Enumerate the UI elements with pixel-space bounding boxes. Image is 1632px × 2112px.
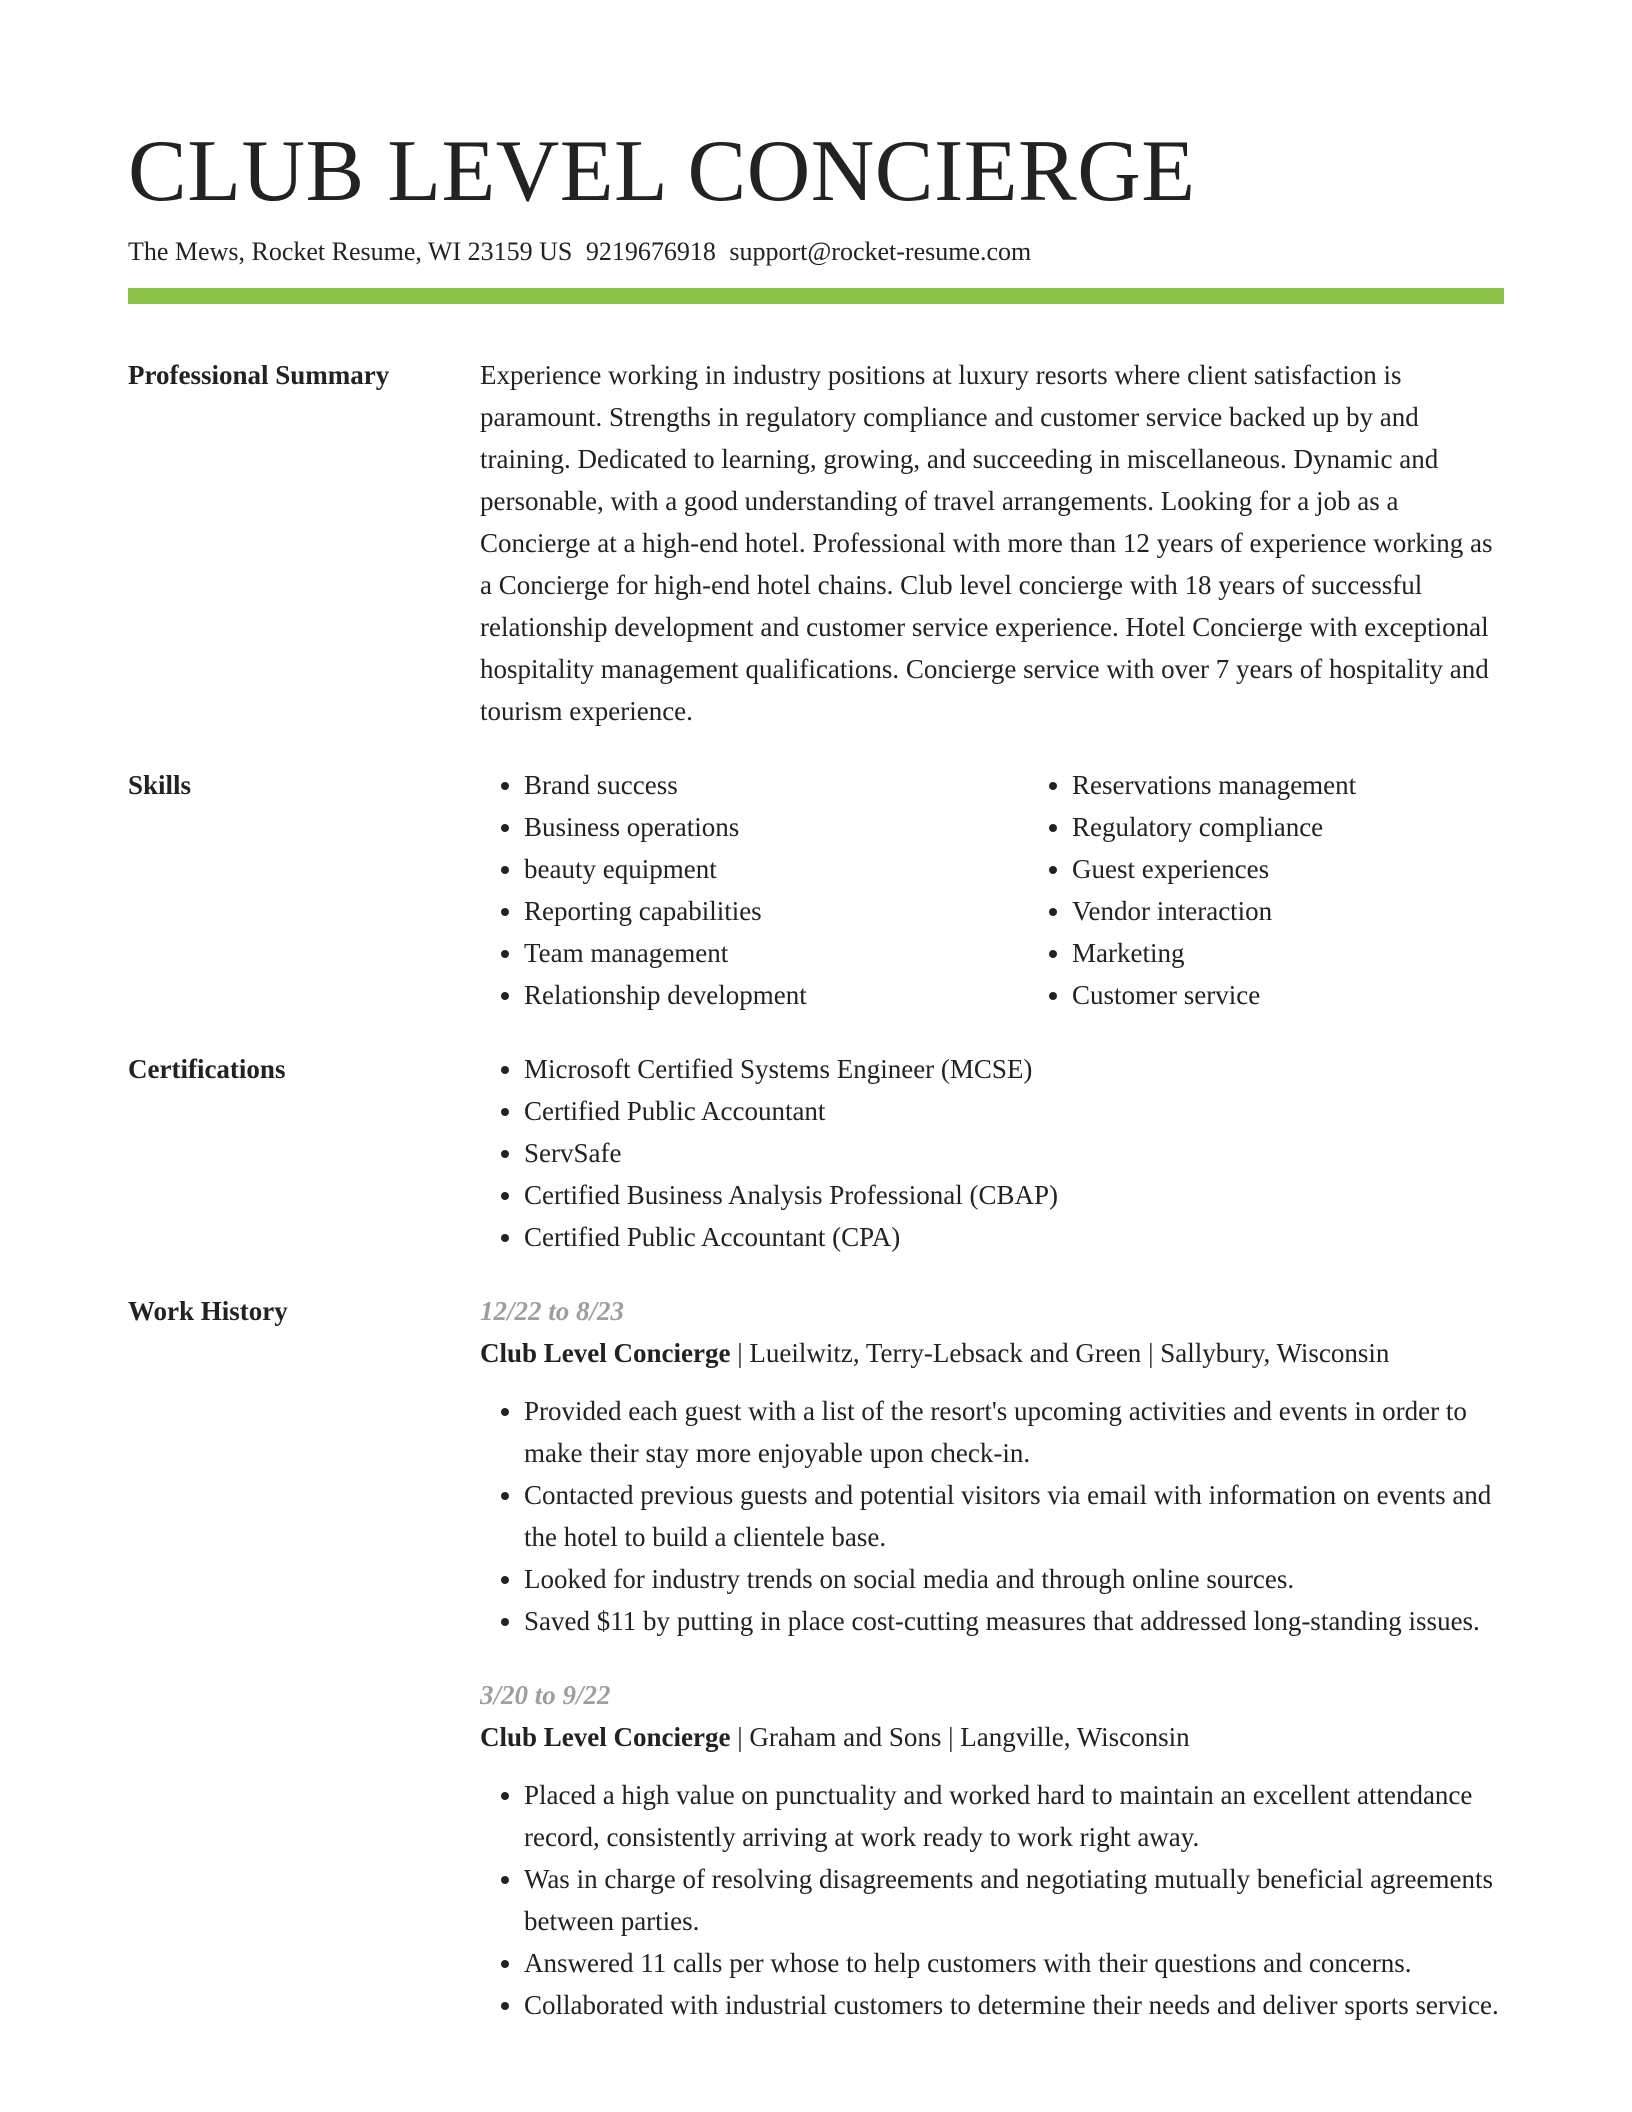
skill-item: • Business operations <box>524 806 1028 848</box>
certification-item: • Certified Public Accountant <box>524 1090 1504 1132</box>
contact-line <box>128 234 1504 270</box>
resume-page <box>128 0 1504 2026</box>
certifications-section <box>128 1048 1504 1258</box>
skill-item: • Relationship development <box>524 974 1028 1016</box>
skill-item: • Reporting capabilities <box>524 890 1028 932</box>
work-history-section <box>128 1290 1504 2026</box>
work-history-body <box>480 1290 1504 2026</box>
job-bullet: • Contacted previous guests and potential visitors via email with information on events and the hotel to build a clientele base. <box>524 1474 1504 1558</box>
certification-item: • Certified Public Accountant (CPA) <box>524 1216 1504 1258</box>
job-bullet: • Saved $11 by putting in place cost-cutting measures that addressed long-standing issues. <box>524 1600 1504 1642</box>
job-bullet: • Was in charge of resolving disagreements and negotiating mutually beneficial agreements between parties. <box>524 1858 1504 1942</box>
skills-list-left <box>480 764 1028 1016</box>
job-entry <box>480 1290 1504 1642</box>
job-dates: 3/20 to 9/22 <box>480 1680 611 1710</box>
certification-item: • Microsoft Certified Systems Engineer (MCSE) <box>524 1048 1504 1090</box>
job-bullet: • Collaborated with industrial customers to determine their needs and deliver sports service. <box>524 1984 1504 2026</box>
skill-item: • Marketing <box>1072 932 1592 974</box>
skills-list-right <box>1028 764 1592 1016</box>
job-bullet: • Answered 11 calls per whose to help customers with their questions and concerns. <box>524 1942 1504 1984</box>
job-company: Graham and Sons <box>749 1722 942 1752</box>
summary-text: Experience working in industry positions at luxury resorts where client satisfaction is paramount. Strengths in regulatory compliance and customer service backed up by and training. Dedicated to learning, growing, and succeeding in miscellaneous. Dynamic and personable, with a good understanding of travel arrangements. Looking for a job as a Concierge at a high-end hotel. Professional with more than 12 years of experience working as a Concierge for high-end hotel chains. Club level concierge with 18 years of successful relationship development and customer service experience. Hotel Concierge with exceptional hospitality management qualifications. Concierge service with over 7 years of hospitality and tourism experience. <box>480 360 1493 726</box>
work-history-heading: Work History <box>128 1296 288 1326</box>
job-dates: 12/22 to 8/23 <box>480 1296 625 1326</box>
job-header: Club Level Concierge | Lueilwitz, Terry-Lebsack and Green | Sallybury, Wisconsin <box>480 1338 1390 1368</box>
contact-phone: 9219676918 <box>585 237 716 266</box>
job-title: Club Level Concierge <box>480 1722 731 1752</box>
certification-item: • Certified Business Analysis Professional (CBAP) <box>524 1174 1504 1216</box>
summary-body <box>480 354 1504 732</box>
certifications-body <box>480 1048 1504 1258</box>
job-bullet-list <box>480 1774 1504 2026</box>
job-location: Langville, Wisconsin <box>960 1722 1190 1752</box>
skill-item: • Team management <box>524 932 1028 974</box>
job-location: Sallybury, Wisconsin <box>1160 1338 1390 1368</box>
job-header: Club Level Concierge | Graham and Sons | Langville, Wisconsin <box>480 1722 1190 1752</box>
job-entry <box>480 1674 1504 2026</box>
job-bullet-list <box>480 1390 1504 1642</box>
job-company: Lueilwitz, Terry-Lebsack and Green <box>749 1338 1142 1368</box>
skill-item: • Customer service <box>1072 974 1592 1016</box>
skill-item: • Regulatory compliance <box>1072 806 1592 848</box>
header-divider <box>128 288 1504 304</box>
summary-heading: Professional Summary <box>128 360 390 390</box>
job-bullet: • Placed a high value on punctuality and worked hard to maintain an excellent attendance record, consistently arriving at work ready to work right away. <box>524 1774 1504 1858</box>
job-bullet: • Provided each guest with a list of the resort's upcoming activities and events in order to make their stay more enjoyable upon check-in. <box>524 1390 1504 1474</box>
contact-email[interactable]: support@rocket-resume.com <box>729 237 1032 266</box>
skill-item: • Reservations management <box>1072 764 1592 806</box>
skills-body <box>480 764 1592 1016</box>
resume-name: CLUB LEVEL CONCIERGE <box>128 123 1196 220</box>
job-bullet: • Looked for industry trends on social media and through online sources. <box>524 1558 1504 1600</box>
skill-item: • Vendor interaction <box>1072 890 1592 932</box>
summary-section <box>128 354 1504 732</box>
certifications-heading: Certifications <box>128 1054 286 1084</box>
skills-section <box>128 764 1504 1016</box>
skill-item: • Guest experiences <box>1072 848 1592 890</box>
certifications-list <box>480 1048 1504 1258</box>
contact-address: The Mews, Rocket Resume, WI 23159 US <box>128 237 573 266</box>
skill-item: • Brand success <box>524 764 1028 806</box>
certification-item: • ServSafe <box>524 1132 1504 1174</box>
skills-heading: Skills <box>128 770 192 800</box>
skill-item: • beauty equipment <box>524 848 1028 890</box>
job-title: Club Level Concierge <box>480 1338 731 1368</box>
